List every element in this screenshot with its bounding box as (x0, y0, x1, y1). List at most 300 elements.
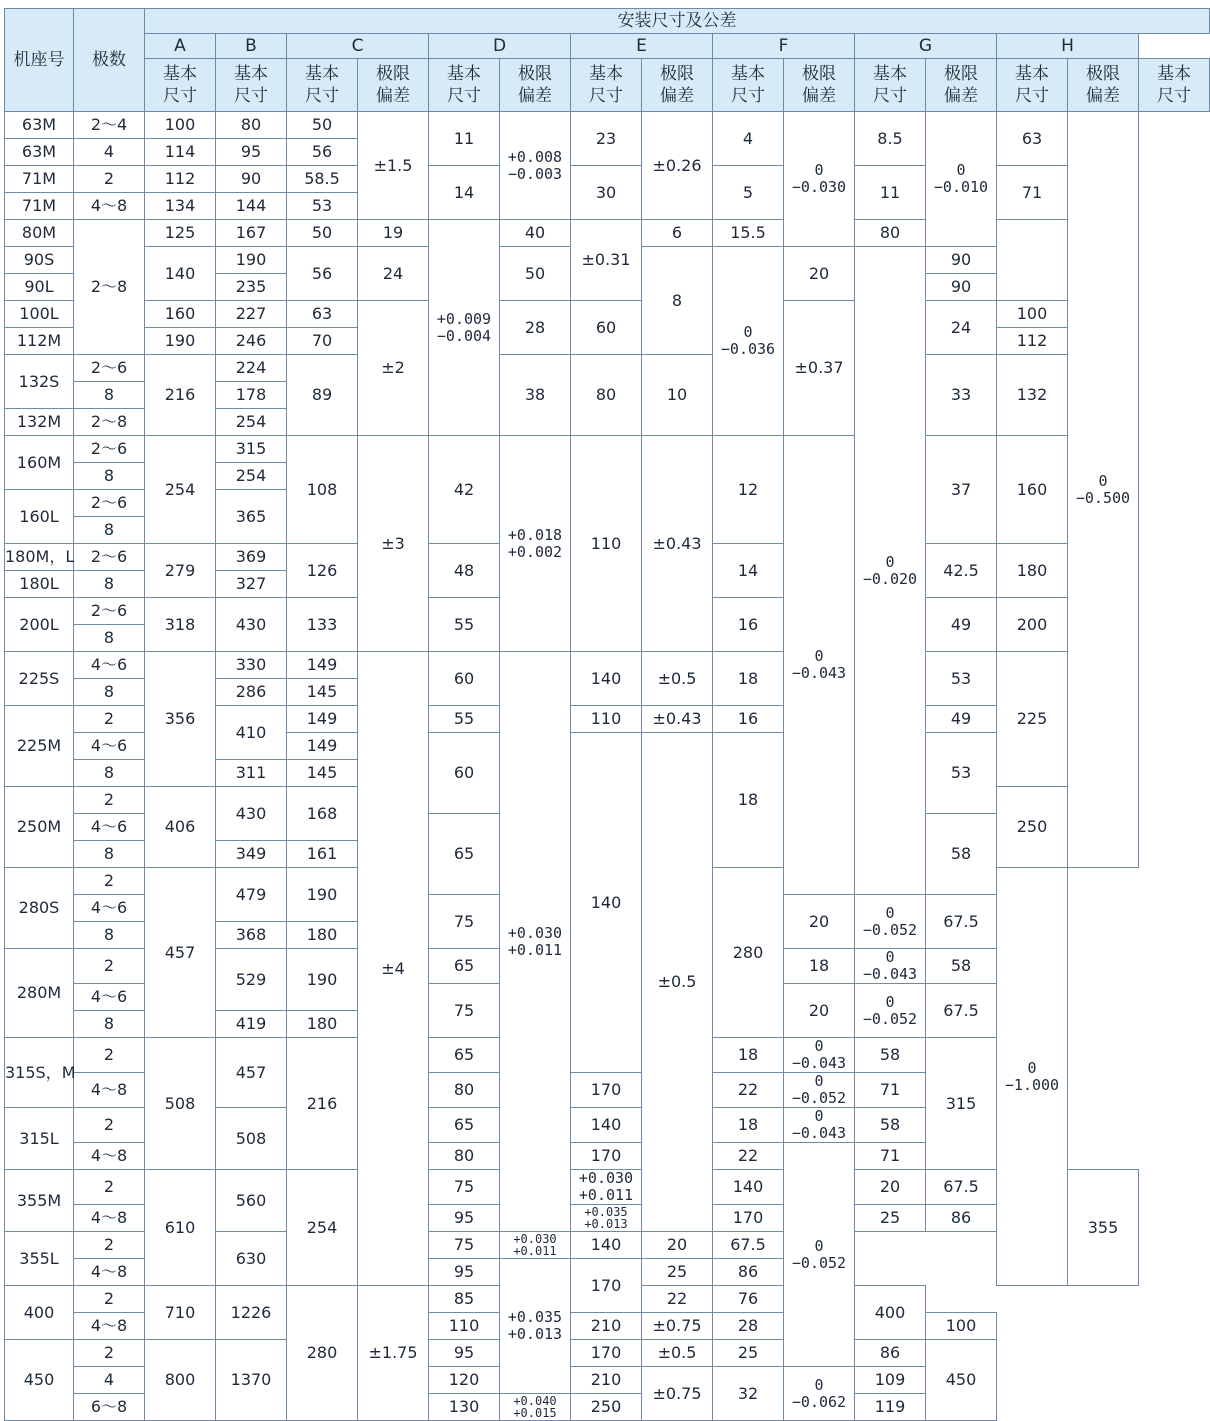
cell-b: 224 (216, 355, 287, 382)
cell-b: 349 (216, 841, 287, 868)
cell-frame: 100L (5, 301, 74, 328)
cell-poles: 8 (74, 1011, 145, 1038)
cell-h-tol: 0 −1.000 (997, 868, 1068, 1286)
cell-b: 419 (216, 1011, 287, 1038)
cell-poles: 8 (74, 571, 145, 598)
cell-frame: 112M (5, 328, 74, 355)
cell-e-tol: ±0.37 (784, 301, 855, 436)
cell-c: 168 (287, 787, 358, 841)
cell-f: 16 (713, 598, 784, 652)
cell-d-tol: +0.030 +0.011 (571, 1170, 642, 1205)
cell-e: 210 (571, 1367, 642, 1394)
cell-d: 28 (500, 301, 571, 355)
cell-d: 60 (429, 652, 500, 706)
cell-d-tol: +0.018 +0.002 (500, 436, 571, 652)
cell-frame: 160M (5, 436, 74, 490)
cell-g: 76 (713, 1286, 784, 1313)
cell-c: 145 (287, 679, 358, 706)
cell-poles: 8 (74, 760, 145, 787)
cell-c-tol: ±1.75 (358, 1286, 429, 1421)
cell-poles: 4～8 (74, 193, 145, 220)
cell-b: 167 (216, 220, 287, 247)
cell-poles: 8 (74, 625, 145, 652)
cell-d: 65 (429, 814, 500, 895)
install-dimension-table (4, 8, 1210, 1421)
cell-g: 71 (855, 1073, 926, 1108)
cell-d: 75 (429, 1232, 500, 1259)
cell-f-tol: 0 −0.052 (855, 895, 926, 949)
cell-g: 58 (855, 1108, 926, 1143)
cell-c: 216 (287, 1038, 358, 1170)
cell-h: 250 (997, 787, 1068, 868)
cell-b: 508 (216, 1108, 287, 1170)
cell-c: 63 (287, 301, 358, 328)
cell-b: 286 (216, 679, 287, 706)
cell-e-tol: ±0.43 (642, 436, 713, 652)
cell-a: 134 (145, 193, 216, 220)
cell-poles: 2 (74, 706, 145, 733)
cell-poles: 8 (74, 679, 145, 706)
cell-g: 53 (926, 652, 997, 706)
cell-e: 140 (571, 733, 642, 1073)
cell-b: 1226 (216, 1286, 287, 1340)
cell-poles: 8 (74, 517, 145, 544)
cell-d: 130 (429, 1394, 500, 1421)
cell-a: 800 (145, 1340, 216, 1421)
cell-d: 65 (429, 1108, 500, 1143)
cell-frame: 315S，M (5, 1038, 74, 1108)
cell-poles: 2 (74, 1286, 145, 1313)
cell-f: 6 (642, 220, 713, 247)
cell-e: 140 (571, 1232, 642, 1259)
cell-f: 18 (713, 1108, 784, 1143)
cell-f: 20 (784, 895, 855, 949)
cell-b: 368 (216, 922, 287, 949)
cell-poles: 4 (74, 139, 145, 166)
cell-f-tol: 0 −0.052 (784, 1143, 855, 1367)
cell-e: 23 (571, 112, 642, 166)
cell-f: 25 (642, 1259, 713, 1286)
cell-d-tol: +0.040 +0.015 (500, 1394, 571, 1421)
cell-d: 55 (429, 598, 500, 652)
cell-b: 95 (216, 139, 287, 166)
cell-f: 20 (784, 984, 855, 1038)
cell-h: 90 (926, 274, 997, 301)
cell-a: 216 (145, 355, 216, 436)
table-row (5, 220, 1210, 247)
cell-f: 14 (713, 544, 784, 598)
cell-f: 18 (713, 652, 784, 706)
cell-g: 109 (855, 1367, 926, 1394)
cell-poles: 2～6 (74, 355, 145, 382)
cell-e-tol: ±0.75 (642, 1367, 713, 1421)
cell-h: 450 (926, 1340, 997, 1421)
cell-b: 90 (216, 166, 287, 193)
cell-b: 227 (216, 301, 287, 328)
cell-d-tol: +0.008 −0.003 (500, 112, 571, 220)
cell-f-tol: 0 −0.036 (713, 247, 784, 436)
cell-e: 250 (571, 1394, 642, 1421)
cell-h: 280 (713, 868, 784, 1038)
cell-d: 80 (429, 1073, 500, 1108)
cell-c: 149 (287, 733, 358, 760)
cell-e: 140 (571, 1108, 642, 1143)
cell-d: 110 (429, 1313, 500, 1340)
cell-c: 190 (287, 868, 358, 922)
cell-poles: 2～6 (74, 598, 145, 625)
cell-poles: 2 (74, 1170, 145, 1205)
header-limit-deviation: 极限 偏差 (642, 59, 713, 112)
cell-b: 246 (216, 328, 287, 355)
cell-g: 67.5 (926, 984, 997, 1038)
cell-f: 32 (713, 1367, 784, 1421)
cell-b: 430 (216, 598, 287, 652)
cell-g: 67.5 (713, 1232, 784, 1259)
cell-e: 170 (571, 1340, 642, 1367)
header-limit-deviation: 极限 偏差 (926, 59, 997, 112)
cell-a: 100 (145, 112, 216, 139)
cell-c: 149 (287, 706, 358, 733)
cell-e: 40 (500, 220, 571, 247)
cell-h: 315 (926, 1038, 997, 1170)
cell-b: 330 (216, 652, 287, 679)
cell-d: 120 (429, 1367, 500, 1394)
cell-h: 355 (1068, 1170, 1139, 1286)
cell-a: 610 (145, 1170, 216, 1286)
cell-g: 86 (713, 1259, 784, 1286)
cell-f: 5 (713, 166, 784, 220)
cell-c: 180 (287, 1011, 358, 1038)
cell-c: 254 (287, 1170, 358, 1286)
cell-g: 37 (926, 436, 997, 544)
table-row (5, 301, 1210, 328)
cell-g: 15.5 (713, 220, 784, 247)
header-basic-size: 基本 尺寸 (216, 59, 287, 112)
cell-frame: 180M，L (5, 544, 74, 571)
cell-a: 710 (145, 1286, 216, 1340)
cell-c: 108 (287, 436, 358, 544)
cell-f: 20 (855, 1170, 926, 1205)
cell-b: 254 (216, 463, 287, 490)
cell-b: 311 (216, 760, 287, 787)
cell-d: 38 (500, 355, 571, 436)
cell-frame: 63M (5, 139, 74, 166)
header-limit-deviation: 极限 偏差 (784, 59, 855, 112)
cell-g: 49 (926, 598, 997, 652)
cell-g: 11 (855, 166, 926, 220)
cell-f-tol: 0 −0.062 (784, 1367, 855, 1421)
cell-frame: 200L (5, 598, 74, 652)
cell-poles: 2～4 (74, 112, 145, 139)
cell-g: 33 (926, 355, 997, 436)
cell-e: 80 (571, 355, 642, 436)
cell-c: 53 (287, 193, 358, 220)
cell-b: 315 (216, 436, 287, 463)
header-basic-size: 基本 尺寸 (855, 59, 926, 112)
cell-frame: 180L (5, 571, 74, 598)
cell-f: 8 (642, 247, 713, 355)
cell-frame: 132M (5, 409, 74, 436)
cell-d: 24 (358, 247, 429, 301)
cell-g: 53 (926, 733, 997, 814)
header-basic-size: 基本 尺寸 (997, 59, 1068, 112)
cell-g: 58 (855, 1038, 926, 1073)
cell-b: 410 (216, 706, 287, 760)
cell-f: 18 (713, 1038, 784, 1073)
cell-e-tol: ±0.26 (642, 112, 713, 220)
table-row (5, 112, 1210, 139)
cell-frame: 90L (5, 274, 74, 301)
cell-frame: 90S (5, 247, 74, 274)
cell-f: 10 (642, 355, 713, 436)
cell-poles: 4～6 (74, 984, 145, 1011)
cell-e: 110 (571, 436, 642, 652)
cell-frame: 355L (5, 1232, 74, 1286)
dimension-table-container (4, 8, 1210, 1421)
cell-f: 16 (713, 706, 784, 733)
cell-f: 12 (713, 436, 784, 544)
cell-poles: 4～6 (74, 652, 145, 679)
cell-d: 65 (429, 1038, 500, 1073)
cell-b: 80 (216, 112, 287, 139)
cell-h: 80 (855, 220, 926, 247)
cell-c: 133 (287, 598, 358, 652)
cell-d: 11 (429, 112, 500, 166)
cell-c: 50 (287, 112, 358, 139)
cell-c: 149 (287, 652, 358, 679)
cell-frame: 71M (5, 193, 74, 220)
cell-e-tol: ±0.5 (642, 652, 713, 706)
cell-f-tol: 0 −0.043 (855, 949, 926, 984)
header-poles: 极数 (74, 9, 145, 112)
cell-poles: 2 (74, 166, 145, 193)
cell-poles: 2 (74, 949, 145, 984)
cell-d-tol: +0.009 −0.004 (429, 220, 500, 436)
cell-h: 90 (926, 247, 997, 274)
cell-g: 20 (784, 247, 855, 301)
cell-h: 100 (997, 301, 1068, 328)
cell-frame: 280M (5, 949, 74, 1038)
cell-e-tol: ±0.5 (642, 1340, 713, 1367)
cell-d: 65 (429, 949, 500, 984)
cell-f-tol: 0 −0.030 (784, 112, 855, 247)
cell-d: 60 (429, 733, 500, 814)
cell-a: 406 (145, 787, 216, 868)
cell-poles: 4～6 (74, 733, 145, 760)
cell-b: 327 (216, 571, 287, 598)
cell-c: 180 (287, 922, 358, 949)
cell-a: 125 (145, 220, 216, 247)
cell-a: 112 (145, 166, 216, 193)
cell-g: 49 (926, 706, 997, 733)
cell-a: 160 (145, 301, 216, 328)
cell-f: 28 (713, 1313, 784, 1340)
cell-frame: 160L (5, 490, 74, 544)
cell-d-tol: +0.035 +0.013 (500, 1259, 571, 1394)
cell-poles: 2 (74, 1108, 145, 1143)
cell-c: 70 (287, 328, 358, 355)
table-body (5, 112, 1210, 1421)
cell-e: 170 (571, 1073, 642, 1108)
cell-f: 25 (855, 1205, 926, 1232)
cell-e: 210 (571, 1313, 642, 1340)
cell-poles: 4～8 (74, 1073, 145, 1108)
cell-h: 132 (997, 355, 1068, 436)
cell-c: 56 (287, 247, 358, 301)
cell-g: 67.5 (926, 1170, 997, 1205)
table-row (5, 166, 1210, 193)
cell-c-tol: ±1.5 (358, 112, 429, 220)
cell-a: 254 (145, 436, 216, 544)
header-letter-C: C (287, 34, 429, 59)
cell-f-tol: 0 −0.043 (784, 1108, 855, 1143)
cell-h: 160 (997, 436, 1068, 544)
header-letter-F: F (713, 34, 855, 59)
cell-frame: 400 (5, 1286, 74, 1340)
cell-poles: 2 (74, 787, 145, 814)
cell-frame: 355M (5, 1170, 74, 1232)
cell-poles: 4～8 (74, 1313, 145, 1340)
cell-poles: 2～6 (74, 544, 145, 571)
cell-b: 630 (216, 1232, 287, 1286)
cell-d: 48 (429, 544, 500, 598)
cell-d: 95 (429, 1205, 500, 1232)
table-row (5, 1340, 1210, 1367)
cell-poles: 4～8 (74, 1259, 145, 1286)
cell-e-tol: ±0.43 (642, 706, 713, 733)
cell-c: 89 (287, 355, 358, 436)
cell-e: 30 (571, 166, 642, 220)
cell-a: 114 (145, 139, 216, 166)
cell-poles: 2 (74, 1038, 145, 1073)
cell-g: 86 (855, 1340, 926, 1367)
cell-poles: 2 (74, 1232, 145, 1259)
cell-poles: 8 (74, 382, 145, 409)
cell-frame: 315L (5, 1108, 74, 1170)
cell-b: 365 (216, 490, 287, 544)
cell-c: 50 (287, 220, 358, 247)
cell-frame: 71M (5, 166, 74, 193)
cell-poles: 4～6 (74, 814, 145, 841)
cell-h: 225 (997, 652, 1068, 787)
cell-f: 22 (642, 1286, 713, 1313)
cell-c-tol: ±2 (358, 301, 429, 436)
cell-h-tol: 0 −0.500 (1068, 112, 1139, 868)
cell-g: 119 (855, 1394, 926, 1421)
cell-e-tol: ±0.75 (642, 1313, 713, 1340)
header-letter-G: G (855, 34, 997, 59)
cell-poles: 2～8 (74, 220, 145, 355)
cell-d-tol: +0.030 +0.011 (500, 1232, 571, 1259)
cell-f-tol: 0 −0.043 (784, 436, 855, 895)
cell-g: 24 (926, 301, 997, 355)
cell-h: 71 (997, 166, 1068, 220)
cell-f: 22 (713, 1143, 784, 1170)
cell-g: 100 (926, 1313, 997, 1340)
cell-g-tol: 0 −0.020 (855, 247, 926, 895)
cell-h: 180 (997, 544, 1068, 598)
cell-poles: 4～6 (74, 895, 145, 922)
cell-c: 190 (287, 949, 358, 1011)
cell-d-tol: +0.035 +0.013 (571, 1205, 642, 1232)
cell-g: 71 (855, 1143, 926, 1170)
header-letter-E: E (571, 34, 713, 59)
header-basic-size: 基本 尺寸 (145, 59, 216, 112)
cell-poles: 4～8 (74, 1143, 145, 1170)
cell-c-tol: ±4 (358, 652, 429, 1286)
cell-a: 318 (145, 598, 216, 652)
cell-c: 126 (287, 544, 358, 598)
header-letter-B: B (216, 34, 287, 59)
cell-f: 18 (713, 733, 784, 868)
cell-e: 50 (500, 247, 571, 301)
cell-a: 140 (145, 247, 216, 301)
header-basic-size: 基本 尺寸 (713, 59, 784, 112)
cell-b: 178 (216, 382, 287, 409)
cell-c: 280 (287, 1286, 358, 1421)
cell-e: 110 (571, 706, 642, 733)
header-basic-size: 基本 尺寸 (287, 59, 358, 112)
cell-f: 4 (713, 112, 784, 166)
cell-d: 14 (429, 166, 500, 220)
header-letter-A: A (145, 34, 216, 59)
cell-g: 42.5 (926, 544, 997, 598)
cell-h: 200 (997, 598, 1068, 652)
cell-c: 145 (287, 760, 358, 787)
cell-poles: 6～8 (74, 1394, 145, 1421)
cell-f: 18 (784, 949, 855, 984)
cell-d: 75 (429, 1170, 500, 1205)
cell-g-tol: 0 −0.010 (926, 112, 997, 247)
cell-b: 430 (216, 787, 287, 841)
cell-f: 25 (713, 1340, 784, 1367)
cell-c: 58.5 (287, 166, 358, 193)
cell-poles: 8 (74, 922, 145, 949)
cell-b: 560 (216, 1170, 287, 1232)
header-letter-H: H (997, 34, 1139, 59)
cell-poles: 2～6 (74, 490, 145, 517)
header-basic-size: 基本 尺寸 (429, 59, 500, 112)
header-limit-deviation: 极限 偏差 (1068, 59, 1139, 112)
cell-d: 19 (358, 220, 429, 247)
cell-d: 75 (429, 895, 500, 949)
cell-h: 400 (855, 1286, 926, 1340)
cell-b: 254 (216, 409, 287, 436)
cell-f: 22 (713, 1073, 784, 1108)
cell-frame: 250M (5, 787, 74, 868)
header-limit-deviation: 极限 偏差 (500, 59, 571, 112)
header-limit-deviation: 极限 偏差 (358, 59, 429, 112)
header-frame-number: 机座号 (5, 9, 74, 112)
cell-d: 42 (429, 436, 500, 544)
cell-b: 1370 (216, 1340, 287, 1421)
header-basic-size: 基本 尺寸 (1139, 59, 1210, 112)
header-letter-D: D (429, 34, 571, 59)
cell-frame: 225M (5, 706, 74, 787)
cell-poles: 2 (74, 1340, 145, 1367)
cell-e: 60 (571, 301, 642, 355)
cell-g: 86 (926, 1205, 997, 1232)
cell-poles: 2～6 (74, 436, 145, 463)
cell-e: 170 (571, 1143, 642, 1170)
cell-e-tol: ±0.31 (571, 220, 642, 301)
table-row (5, 355, 1210, 382)
cell-poles: 4 (74, 1367, 145, 1394)
cell-b: 529 (216, 949, 287, 1011)
cell-a: 356 (145, 652, 216, 787)
cell-poles: 8 (74, 463, 145, 490)
cell-d: 95 (429, 1259, 500, 1286)
